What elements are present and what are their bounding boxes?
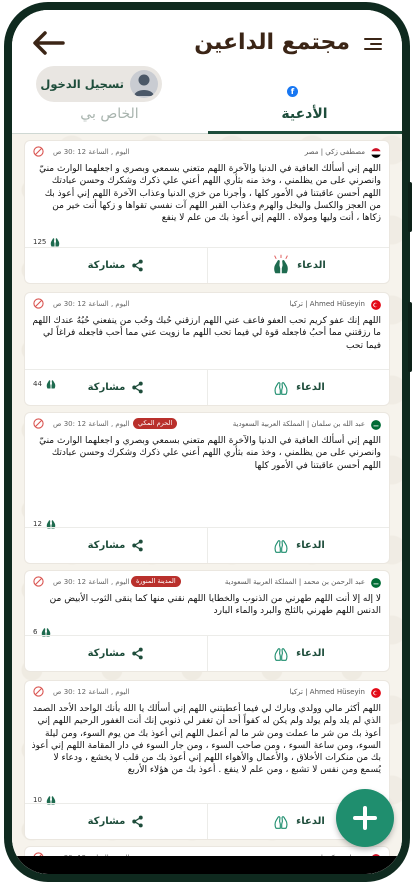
post-actions (25, 635, 389, 671)
app-header (12, 10, 402, 134)
flag-saudi-icon (371, 578, 381, 588)
pray-button[interactable] (207, 248, 389, 283)
post-time: اليوم , الساعة 12 :30 ص (53, 300, 130, 308)
phone-frame (4, 2, 410, 882)
praying-hands-icon (272, 647, 290, 661)
post-actions (25, 369, 389, 405)
post-actions (25, 527, 389, 563)
block-icon[interactable] (33, 686, 44, 697)
facebook-icon: f (287, 86, 298, 97)
post-time: اليوم , الساعة 12 :30 ص (53, 148, 130, 156)
login-button[interactable] (36, 66, 162, 102)
share-icon (131, 381, 144, 394)
pray-count-value: 125 (33, 238, 47, 246)
praying-hands-icon (272, 381, 290, 395)
pray-count (33, 237, 61, 247)
post-text: لا إله إلا أنت اللهم طهرني من الذنوب والخطايا اللهم نقني منها كما ينقى الثوب الأبيض من الدنس اللهم طهرني بالثلج والبرد والماء البارد (49, 594, 381, 617)
tab-mine[interactable]: الخاص بي (80, 106, 139, 122)
screen-viewport (12, 10, 402, 874)
post-card (24, 292, 390, 406)
tab-prayers[interactable]: الأدعية (281, 106, 328, 122)
plus-icon (353, 806, 377, 830)
user-silhouette-icon (130, 70, 158, 98)
post-text: اللهم إني أسألك العافية في الدنيا والآخرة اللهم متعني بسمعي وبصري و اجعلهما الوارث منيّ وانصرني على من يظلمني ، وخذ منه بثأري اللهم أعني علي ذكرك وشكرك وحسن عبادتك اللهم أحسن عاقبتنا في الأمور كلها ، وأجرنا من خزي الدنيا وعذاب الآخرة اللهم إني أعوذ بك من العجز والكسل والبخل والهرم وعذاب القبر اللهم آت نفسي تقواها و زكها أنت خير من زكاها ، أنت وليها ومولاه . اللهم إني أعوذ بك من علم لا ينفع (39, 164, 381, 224)
post-header (25, 141, 389, 161)
post-author: Ahmed Hüseyin | تركيا (289, 688, 365, 696)
pray-count-value: 44 (33, 380, 42, 388)
pray-label: الدعاء (296, 648, 325, 659)
post-card (24, 140, 390, 284)
flag-turkey-icon (371, 300, 381, 310)
praying-hands-icon (272, 539, 290, 553)
share-label: مشاركة (87, 382, 126, 393)
share-label: مشاركة (87, 648, 126, 659)
avatar (130, 70, 158, 98)
pray-button[interactable] (207, 636, 389, 671)
block-icon[interactable] (33, 146, 44, 157)
post-header (25, 413, 389, 433)
pray-label: الدعاء (296, 816, 325, 827)
add-prayer-button[interactable] (336, 789, 394, 847)
side-button-top (408, 182, 412, 232)
flag-egypt-icon (371, 148, 381, 158)
post-card (24, 412, 390, 564)
post-author: عبد الرحمن بن محمد | المملكة العربية السعودية (224, 578, 365, 586)
share-icon (131, 539, 144, 552)
tab-bar (12, 106, 402, 134)
block-icon[interactable] (33, 576, 44, 587)
post-author: Ahmed Hüseyin | تركيا (289, 300, 365, 308)
post-author: مصطفى زكي | مصر (304, 148, 365, 156)
side-button-bottom (408, 302, 412, 372)
post-header (25, 571, 389, 591)
post-header (25, 681, 389, 701)
menu-icon[interactable] (364, 38, 382, 52)
place-badge: الحرم المكي (133, 418, 177, 429)
back-arrow-icon[interactable] (30, 28, 66, 58)
pray-count-value: 12 (33, 520, 42, 528)
pray-count-value: 6 (33, 628, 38, 636)
post-header (25, 293, 389, 313)
post-time: اليوم , الساعة 12 :30 ص (53, 578, 130, 586)
post-text: اللهم إني أسألك العافية في الدنيا والآخرة اللهم متعني بسمعي وبصري و اجعلهما الوارث منيّ وانصرني على من يظلمني ، وخذ منه بثأري اللهم أعني علي ذكرك وشكرك وحسن عبادتك اللهم أحسن عاقبتنا في الأمور كلها (39, 436, 381, 471)
post-author: عبد الله بن سلمان | المملكة العربية السعودية (232, 420, 365, 428)
post-time: اليوم , الساعة 12 :30 ص (53, 420, 130, 428)
post-time: اليوم , الساعة 12 :30 ص (53, 688, 130, 696)
share-button[interactable] (25, 804, 207, 839)
post-text: اللهم أكثر مالي وولدي وبارك لي فيما أعطيتني اللهم إني أسألك يا الله بأنك الواحد الأحد الصمد الذي لم يلد ولم يولد ولم يكن له كفواً أحد أن تغفر لي ذنوبي إنك أنت الغفور الرحيم اللهم إني أعوذ بك من شر ما عملت ومن شر ما لم أعمل اللهم إني أعوذ بك من يوم السوء، ومن ليلة السوء، ومن ساعة السوء ، ومن صاحب السوء ، ومن جار السوء في دار المقامة اللهم إني أعوذ بك من منكرات الأخلاق ، والأعمال والأهواء اللهم إني أعوذ بك من قلب لا يخشع ، ودعاء لا يُسمع ومن نفس لا تشبع ، ومن علم لا ينفع . أعوذ بك من هؤلاء الأربع (31, 704, 381, 776)
praying-hands-icon (49, 237, 61, 247)
bottom-bezel (12, 856, 402, 874)
share-button[interactable] (25, 636, 207, 671)
place-badge: المدينة المنورة (131, 576, 181, 587)
login-label: تسجيل الدخول (40, 77, 124, 91)
block-icon[interactable] (33, 298, 44, 309)
pray-label: الدعاء (296, 540, 325, 551)
share-icon (131, 815, 144, 828)
share-icon (131, 259, 144, 272)
post-card (24, 570, 390, 672)
block-icon[interactable] (33, 418, 44, 429)
page-title: مجتمع الداعين (194, 30, 350, 55)
share-label: مشاركة (87, 260, 126, 271)
share-label: مشاركة (87, 816, 126, 827)
post-text: اللهم إنك عفو كريم تحب العفو فاعف عني اللهم ارزقني حُبك وحُب من ينفعني حُبُهُ عندك اللهم ما رزقتني مما أحبُ فاجعله قوة لي فيما تحب اللهم ما زويت عني مما أحب فاجعله فراغاً لي فيما تحب (32, 316, 381, 351)
pray-label: الدعاء (296, 382, 325, 393)
flag-saudi-icon (371, 420, 381, 430)
pray-button[interactable] (207, 528, 389, 563)
pray-count-value: 10 (33, 796, 42, 804)
post-actions (25, 247, 389, 283)
share-button[interactable] (25, 370, 207, 405)
praying-hands-active-icon (271, 258, 291, 274)
pray-button[interactable] (207, 370, 389, 405)
share-button[interactable] (25, 248, 207, 283)
share-label: مشاركة (87, 540, 126, 551)
pray-label: الدعاء (297, 260, 326, 271)
praying-hands-icon (272, 815, 290, 829)
share-button[interactable] (25, 528, 207, 563)
flag-turkey-icon (371, 688, 381, 698)
tab-active-indicator (208, 131, 402, 134)
post-actions (25, 803, 389, 839)
share-icon (131, 647, 144, 660)
